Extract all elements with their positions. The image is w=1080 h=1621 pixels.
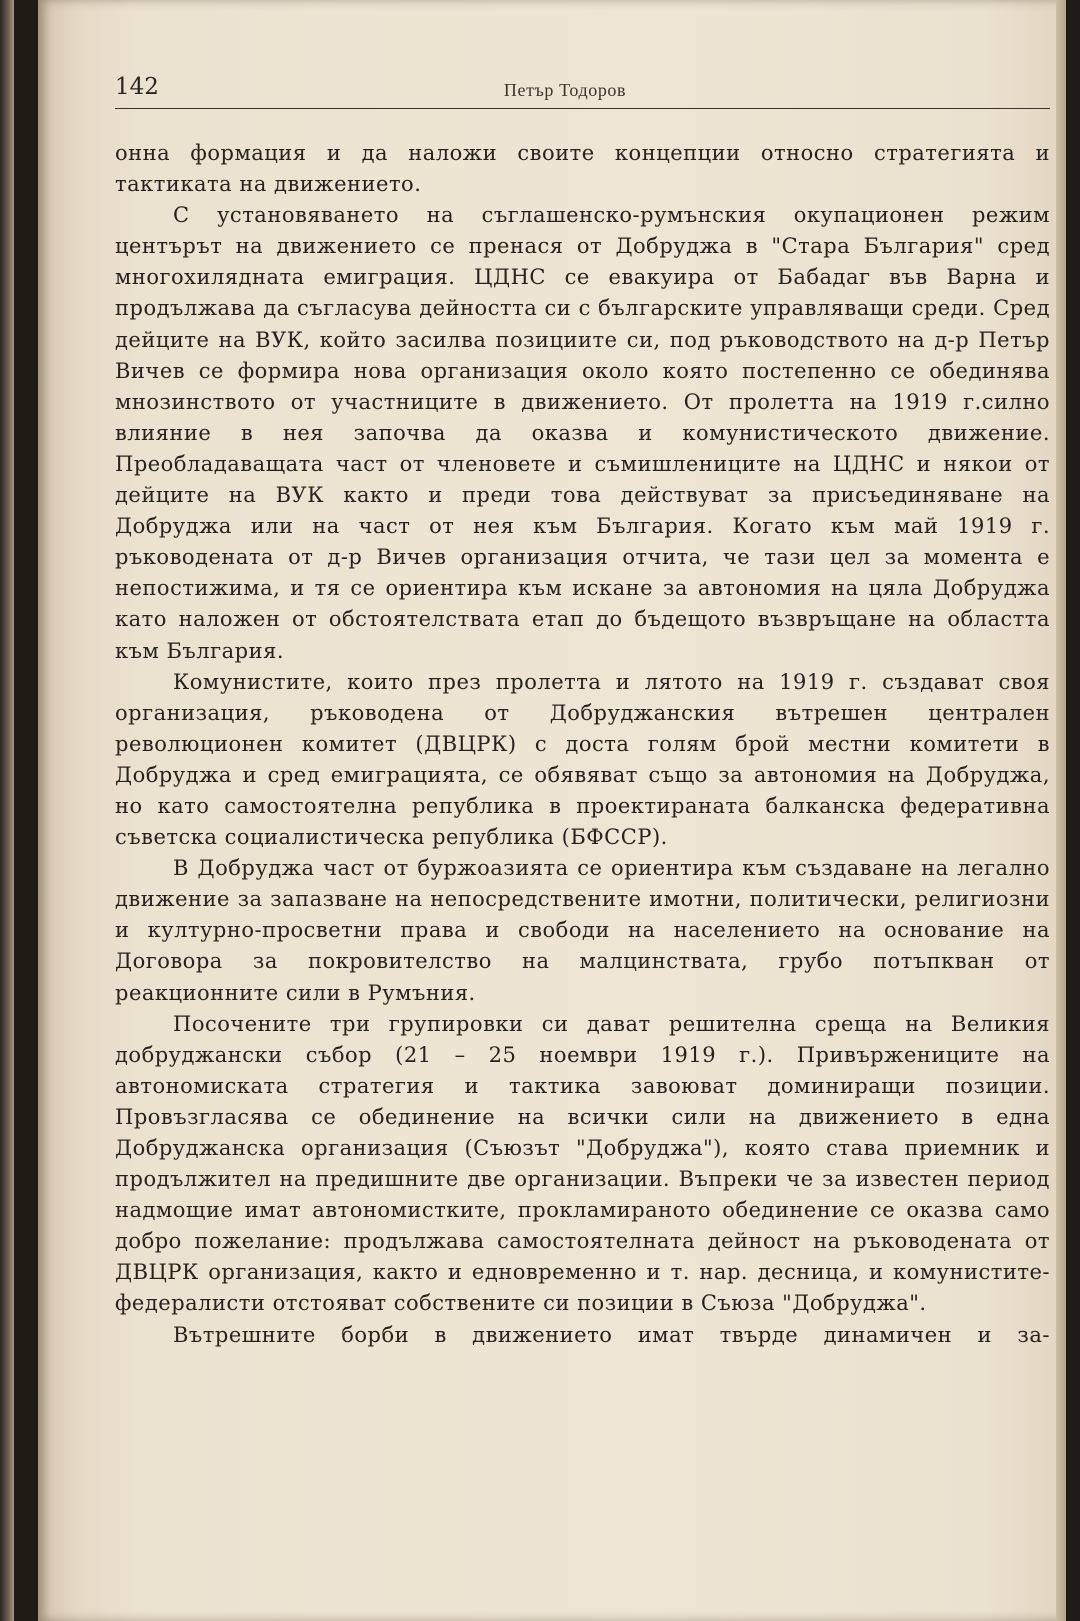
paragraph: Комунистите, които през пролетта и лятото на 1919 г. създават своя организация, ръководена от Добруджанския вътрешен централен революционен комитет (ДВЦРК) с доста голям брой местни комитети в Добруджа и сред емиграцията, се обявяват също за автономия на Добруджа, но като самостоятелна република в проектираната балканска федеративна съветска социалистическа република (БФССР). xyxy=(115,669,1050,850)
paragraph: В Добруджа част от буржоазията се ориентира към създаване на легално движение за запазване на непосредствените имотни, политически, религиозни и културно-просветни права и свободи на населението на основание на Договора за покровителство на малцинствата, грубо потъпкван от реакционните сили в Румъния. xyxy=(115,856,1050,1005)
page-edge xyxy=(1056,0,1066,1621)
paragraph: С установяването на съглашенско-румънския окупационен режим центърът на движението се пренася от Добруджа в "Стара България" сред многохилядната емиграция. ЦДНС се евакуира от Бабадаг във Варна и продължава да съгласува дейността си с българските управляващи среди. Сред дейците на ВУК, който засилва позициите си, под ръководството на д-р Петър Вичев се формира нова организация около която постепенно се обединява мнозинството от участниците в движението. От пролетта на 1919 г.силно влияние в нея започва да оказва и комунистическото движение. Преобладаващата част от членовете и съмишлениците на ЦДНС и някои от дейците на ВУК както и преди това действуват за присъединяване на Добруджа или на част от нея към България. Когато към май 1919 г. ръководената от д-р Вичев организация отчита, че тази цел за момента е непостижима, и тя се ориентира към искане за автономия на цяла Добруджа като наложен от обстоятелствата етап до бъдещото възвръщане на областта към България. xyxy=(115,203,1050,663)
paragraph: онна формация и да наложи своите концепции относно стратегията и тактиката на движението. xyxy=(115,141,1050,197)
header-rule xyxy=(115,108,1050,109)
book-spine-shadow xyxy=(0,0,14,1621)
page-number: 142 xyxy=(115,74,159,100)
page-header xyxy=(115,70,1015,108)
paragraph: Вътрешните борби в движението имат твърде динамичен и за- xyxy=(173,1322,1050,1347)
running-head-author: Петър Тодоров xyxy=(503,80,627,100)
paragraph: Посочените три групировки си дават решителна среща на Великия добруджански събор (21 – 25 ноември 1919 г.). Привържениците на автономиската стратегия и тактика завоюват доминиращи позиции. Провъзгласява се обединение на всички сили на движението в една Добруджанска организация (Съюзът "Добруджа"), която става приемник и продължител на предишните две организации. Въпреки че за известен период надмощие имат автономистките, прокламираното обединение се оказва само добро пожелание: продължава самостоятелната дейност на ръководената от ДВЦРК организация, както и едновременно и т. нар. десница, и комунистите-федералисти отстояват собствените си позиции в Съюза "Добруджа". xyxy=(115,1011,1050,1316)
body-text xyxy=(115,138,1050,1351)
